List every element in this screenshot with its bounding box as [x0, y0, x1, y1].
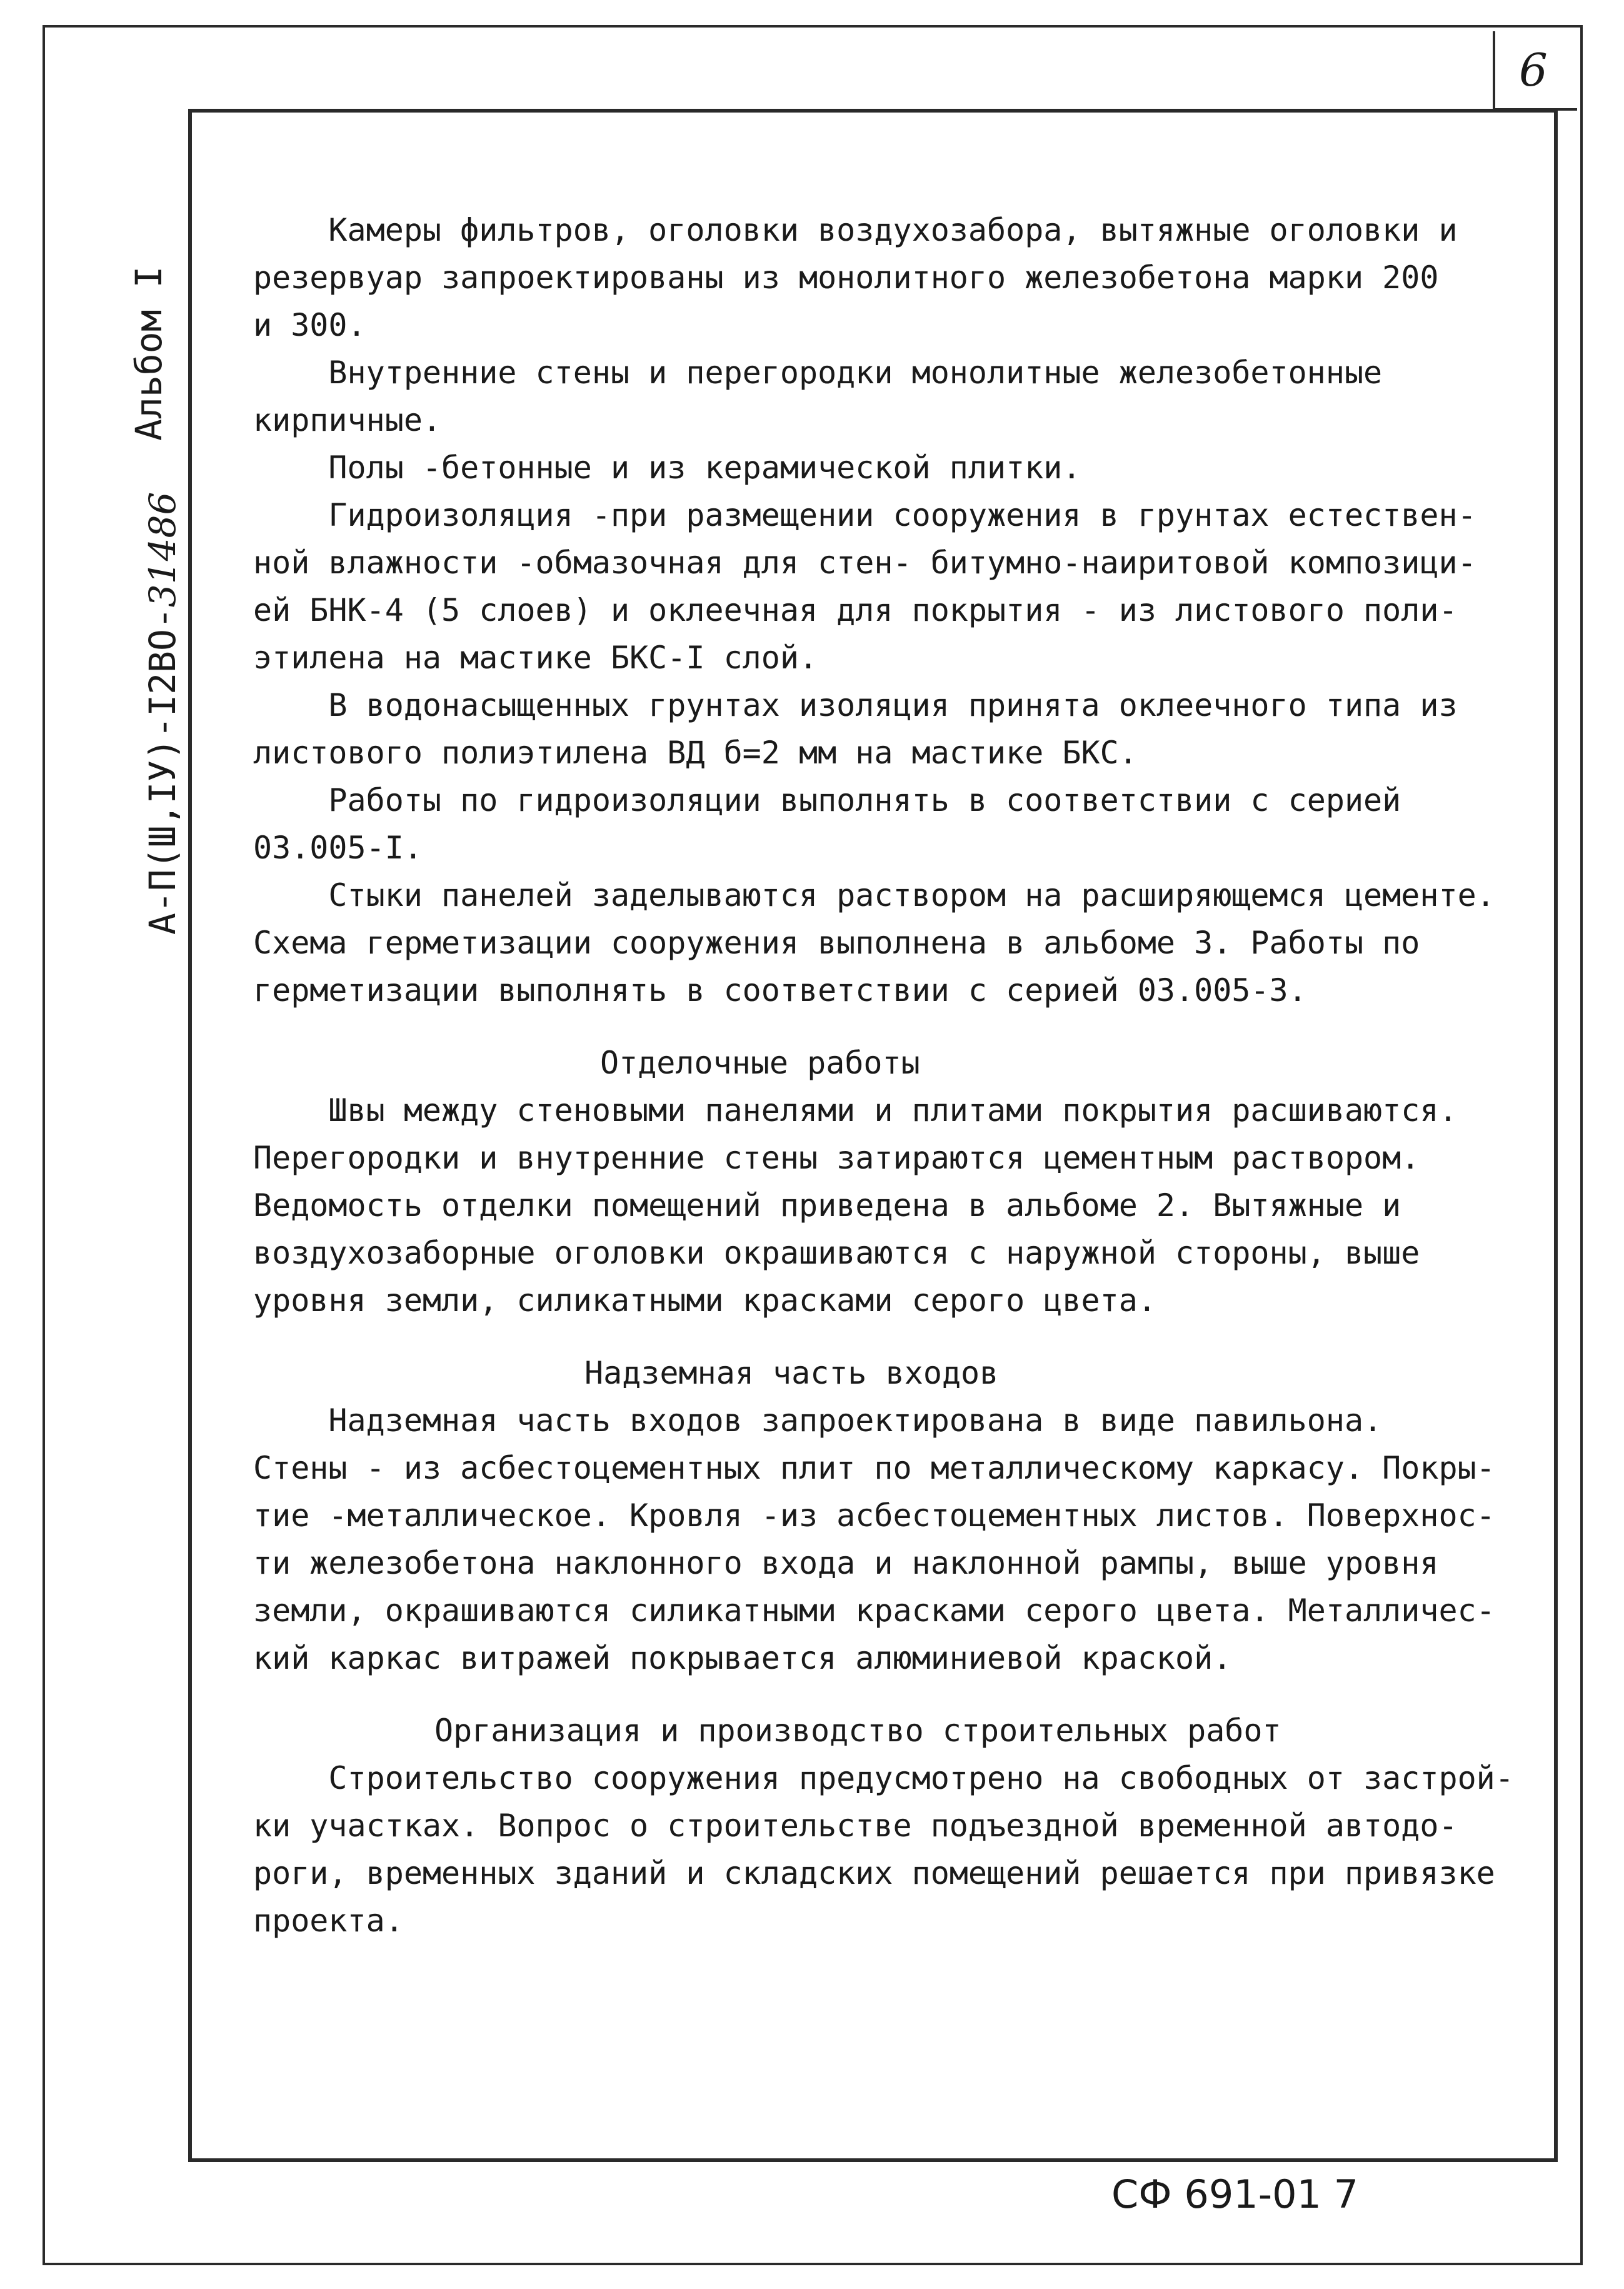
page-number: 6 — [1519, 44, 1548, 96]
text-line: Внутренние стены и перегородки монолитные железобетонные — [253, 355, 1383, 391]
album-label: Альбом I — [128, 266, 170, 441]
text-line: Стыки панелей заделываются раствором на расширяющемся цементе. — [253, 877, 1495, 913]
text-line: ной влажности -обмазочная для стен- битумно-наиритовой композици- — [253, 545, 1476, 581]
text-line: Схема герметизации сооружения выполнена в альбоме 3. Работы по — [253, 925, 1420, 961]
section-entrances — [253, 1349, 1541, 1682]
spacer — [253, 1682, 1541, 1707]
section-heading: Надземная часть входов — [584, 1355, 999, 1391]
text-line: Перегородки и внутренние стены затираются цементным раствором. — [253, 1140, 1420, 1176]
document-code-number: 31486 — [141, 491, 184, 608]
text-line: проекта. — [253, 1903, 404, 1939]
spacer — [253, 1014, 1541, 1039]
text-line: кирпичные. — [253, 402, 442, 438]
text-line: Надземная часть входов запроектирована в виде павильона. — [253, 1402, 1383, 1439]
section-heading: Организация и производство строительных работ — [434, 1713, 1281, 1749]
text-line: Полы -бетонные и из керамической плитки. — [253, 450, 1081, 486]
section-construction — [253, 1707, 1541, 1944]
text-line: ей БНК-4 (5 слоев) и оклеечная для покрытия - из листового поли- — [253, 592, 1458, 628]
text-line: кий каркас витражей покрывается алюминиевой краской. — [253, 1640, 1232, 1676]
text-line: резервуар запроектированы из монолитного железобетона марки 200 — [253, 259, 1439, 296]
text-line: Стены - из асбестоцементных плит по металлическому каркасу. Покры- — [253, 1450, 1495, 1486]
text-line: воздухозаборные оголовки окрашиваются с наружной стороны, выше — [253, 1235, 1420, 1271]
section-intro — [253, 206, 1541, 1014]
text-line: земли, окрашиваются силикатными красками серого цвета. Металличес- — [253, 1592, 1495, 1629]
text-line: Работы по гидроизоляции выполнять в соответствии с серией — [253, 782, 1401, 818]
document-code — [141, 492, 184, 935]
archive-stamp: СФ 691-01 7 — [1111, 2171, 1359, 2217]
text-line: В водонасыщенных грунтах изоляция принята оклеечного типа из — [253, 687, 1458, 723]
text-line: роги, временных зданий и складских помещений решается при привязке — [253, 1855, 1495, 1891]
text-line: листового полиэтилена ВД б=2 мм на мастике БКС. — [253, 735, 1138, 771]
text-line: Камеры фильтров, оголовки воздухозабора, вытяжные оголовки и — [253, 212, 1458, 248]
text-line: ти железобетона наклонного входа и наклонной рампы, выше уровня — [253, 1545, 1439, 1581]
document-code-prefix: А-П(Ш,IУ)-I2ВО- — [141, 607, 184, 935]
text-line: и 300. — [253, 307, 366, 343]
spacer — [253, 1324, 1541, 1349]
text-line: Строительство сооружения предусмотрено на свободных от застрой- — [253, 1760, 1514, 1796]
text-line: Ведомость отделки помещений приведена в альбоме 2. Вытяжные и — [253, 1187, 1401, 1224]
text-line: тие -металлическое. Кровля -из асбестоцементных листов. Поверхнос- — [253, 1497, 1495, 1534]
text-line: Гидроизоляция -при размещении сооружения в грунтах естествен- — [253, 497, 1476, 533]
text-line: Швы между стеновыми панелями и плитами покрытия расшиваются. — [253, 1092, 1458, 1129]
section-finishing — [253, 1039, 1541, 1324]
document-body — [253, 206, 1541, 1944]
text-line: герметизации выполнять в соответствии с серией 03.005-3. — [253, 972, 1307, 1009]
text-line: этилена на мастике БКС-I слой. — [253, 640, 818, 676]
text-line: ки участках. Вопрос о строительстве подъездной временной автодо- — [253, 1808, 1458, 1844]
text-line: 03.005-I. — [253, 830, 423, 866]
text-line: уровня земли, силикатными красками серого цвета. — [253, 1282, 1156, 1319]
section-heading: Отделочные работы — [600, 1045, 920, 1081]
